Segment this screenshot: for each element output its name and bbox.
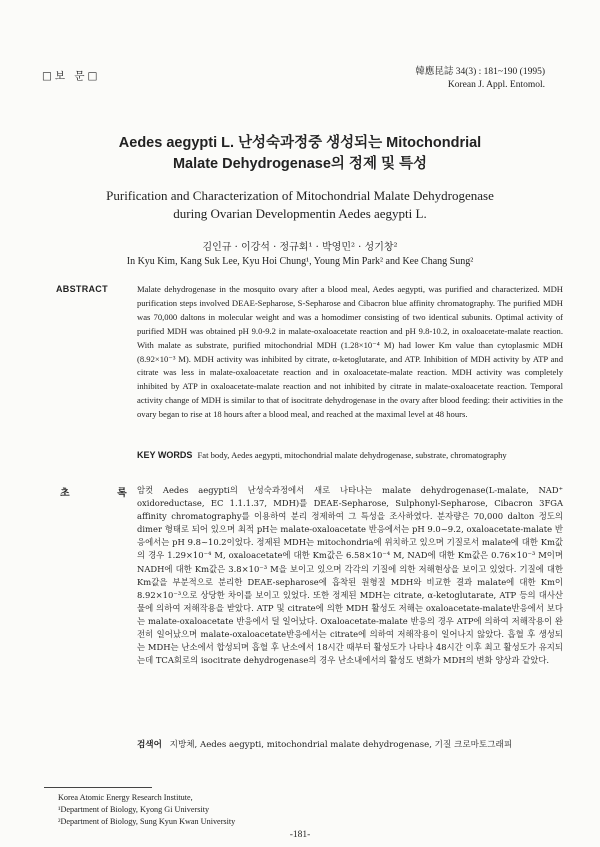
authors-english: In Kyu Kim, Kang Suk Lee, Kyu Hoi Chung¹, Young Min Park² and Kee Chang Sung² — [126, 256, 474, 267]
footnote-affiliation: Korea Atomic Energy Research Institute, — [58, 793, 193, 802]
abstract-label: ABSTRACT — [56, 284, 108, 294]
keywords-korean-label: 검색어 — [137, 740, 162, 750]
journal-line: 韓應昆誌 34(3) : 181~190 (1995) — [415, 67, 545, 77]
title-english-line2: during Ovarian Developmentin Aedes aegypti L. — [173, 206, 427, 221]
keywords-label: KEY WORDS — [137, 450, 193, 460]
footnote-divider — [44, 787, 152, 788]
page-number: -181- — [289, 830, 311, 840]
keywords-korean-list: 지방체, Aedes aegypti, mitochondrial malate dehydrogenase, 기질 크로마토그래피 — [169, 740, 513, 750]
footnote-affiliation: ²Department of Biology, Sung Kyun Kwan University — [58, 816, 236, 826]
korean-abstract-text: 암컷 Aedes aegypti의 난성숙과정에서 새로 나타나는 malate dehydrogenase(L-malate, NAD⁺ oxidoreductase, EC 1.1.1.37, MDH)를 DEAE-Sepharose, Sulphonyl-Sepharose, Cibacron 3FGA affinity chromatography를 이용하여 분리 정제하여 그 특성을 조사하였다. 분자량은 70,000 dalton 정도의 dimer 형태로 되어 있으며 최적 pH는 malate-oxaloacetate 반응에서는 pH 9.0~9.2, oxaloacetate-malate 반응에서는 pH 9.8~10.2이었다. 정제된 MDH는 mitochondria에 위치하고 있으며 기질로서 malate에 대한 Km값의 경우 1.29×10⁻⁴ M, oxaloacetate에 대한 Km값은 6.58×10⁻⁴ M, NAD에 대한 Km값은 0.76×10⁻³ M이며 NADH에 대한 Km값은 3.8×10⁻³ M을 보이고 있으며 각각의 기질에 의한 저해현상을 보이고 있었다. 기질에 대한 Km값을 부분적으로 분리한 DEAE-sepharose에 흡착된 원형질 MDH와 비교한 결과 malate에 대한 Km이 8.92×10⁻³으로 상당한 차이를 보이고 있었다. 또한 정제된 MDH는 citrate, α-ketoglutarate, ATP 등의 대사산물에 의하여 저해작용을 받았다. ATP 및 citrate에 의한 MDH 활성도 저해는 oxaloacetate-malate반응에서 보다는 malate-oxaloacetate 반응에서 덜 일어났다. Oxaloacetate-malate 반응의 경우 ATP에 의하여 저해작용이 완전히 일어났으며 malate-oxaloacetate반응에서는 citrate에 의하여 저해작용이 일어나지 않았다. 흡혈 후 생성되는 MDH는 난소에서 합성되며 흡혈 후 난소에서 18시간 때부터 활성도가 나타나 48시간 이후 최고 활성도가 유지되는데 TCA회로의 isocitrate dehydrogenase의 경우 난소내에서의 활성도 변화가 MDH의 변화 양상과 같았다. — [137, 485, 563, 666]
authors-korean: 김인규 · 이강석 · 정규회¹ · 박영민² · 성기창² — [202, 242, 398, 253]
title-korean — [40, 133, 560, 175]
section-label: □보 문□ — [42, 70, 101, 82]
title-english — [40, 187, 560, 223]
footnotes — [58, 792, 235, 827]
keywords-english — [137, 449, 563, 463]
abstract-text: Malate dehydrogenase in the mosquito ovary after a blood meal, Aedes aegypti, was purified and characterized. MDH purification steps involved DEAE-Sepharose, S-Sepharose and Cibacron blue affinity chromatography. The purified MDH was 70,000 daltons in molecular weight and was a homodimer consisting of two identical subunits. Optimal activity of purified MDH was obtained pH 9.0-9.2 in malate-oxaloacetate reaction and pH 9.8-10.2, in oxaloacetate-malate reaction. With malate as substrate, purified mitochondrial MDH (1.28×10⁻⁴ M) had lower Km value than cytoplasmic MDH (8.92×10⁻³ M). MDH activity was inhibited by citrate, α-ketoglutarate, and ATP. Inhibition of MDH activity by ATP and citrate was less in malate-oxaloacetate reaction and in oxaloacetate-malate reaction. MDH activity was completely inhibited by ATP in oxaloacetate-malate reaction and not inhibited by citrate in malate-oxaloacetate reaction. Temporal activity change of MDH is similar to that of isocitrate dehydrogenase in the ovary after blood feeding: their activities in the ovary began to rise at 18 hours after a blood meal, and reached at the maximal level at 48 hours. — [137, 284, 563, 420]
title-korean-line1: Aedes aegypti L. 난성숙과정중 생성되는 Mitochondrial — [118, 135, 482, 151]
title-korean-line2: Malate Dehydrogenase의 정제 및 특성 — [172, 156, 428, 172]
keywords-list: Fat body, Aedes aegypti, mitochondrial malate dehydrogenase, substrate, chromatography — [197, 450, 507, 460]
korean-abstract-label: 초 록 — [60, 488, 149, 499]
title-english-line1: Purification and Characterization of Mitochondrial Malate Dehydrogenase — [106, 188, 494, 203]
footnote-affiliation: ¹Department of Biology, Kyong Gi University — [58, 804, 210, 814]
keywords-korean — [137, 739, 563, 752]
journal-name: Korean J. Appl. Entomol. — [447, 80, 545, 90]
journal-citation — [415, 66, 545, 92]
